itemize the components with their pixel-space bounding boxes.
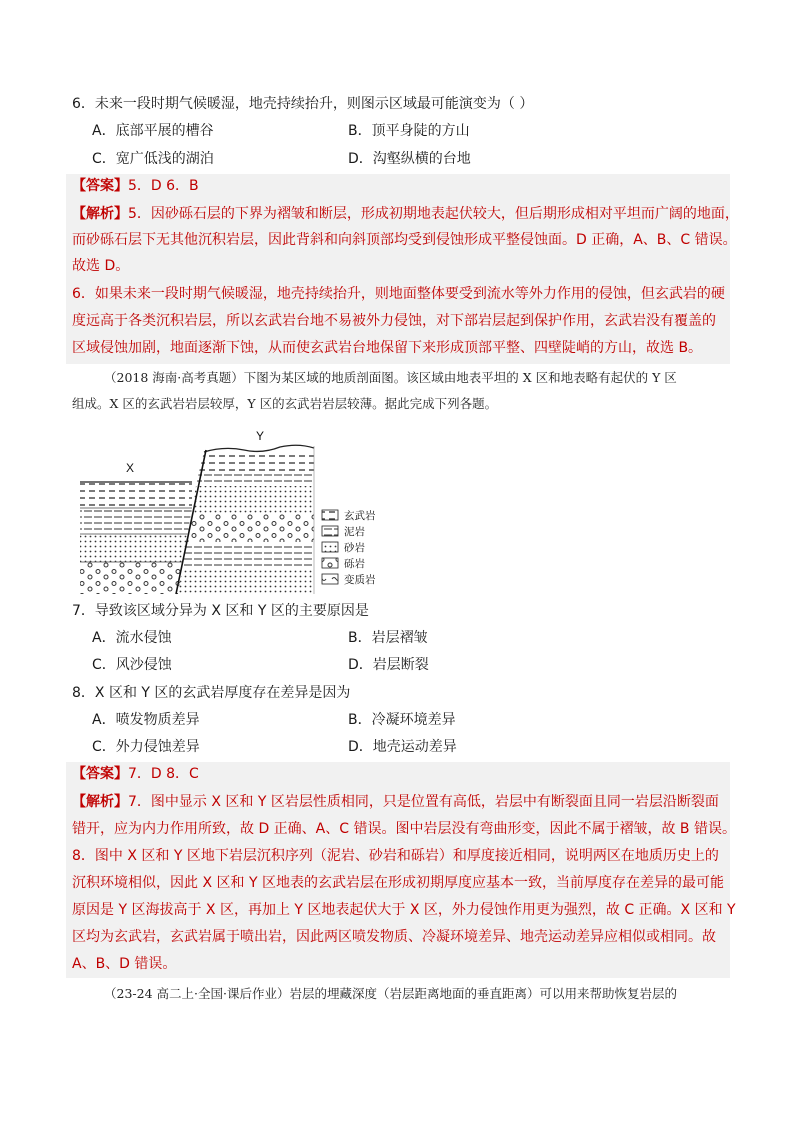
legend-label-sandstone: 砂岩 [344, 542, 365, 554]
analysis-line-1-4: 6．如果未来一段时期气候暖湿，地壳持续抬升，则地面整体要受到流水等外力作用的侵蚀，但玄武岩的硬 [72, 286, 725, 302]
answer-line-2 [72, 764, 199, 784]
analysis-line-2-6: 区均为玄武岩，玄武岩属于喷出岩，因此两区喷发物质、冷凝环境差异、地壳运动差异应相似或相同。故 [72, 929, 716, 945]
analysis-line-1-5: 度远高于各类沉积岩层，所以玄武岩台地不易被外力侵蚀，对下部岩层起到保护作用，玄武岩没有覆盖的 [72, 313, 716, 329]
analysis-line-2-5: 原因是 Y 区海拔高于 X 区，再加上 Y 区地表起伏大于 X 区，外力侵蚀作用更为强烈，故 C 正确。X 区和 Y [72, 902, 736, 918]
legend-swatch-basalt [322, 510, 338, 520]
legend-label-conglomerate: 砾岩 [344, 558, 365, 570]
question-7-stem: 7．导致该区域分异为 X 区和 Y 区的主要原因是 [72, 603, 369, 619]
intro-2-line-2: 组成。X 区的玄武岩岩层较厚，Y 区的玄武岩岩层较薄。据此完成下列各题。 [72, 396, 498, 411]
geological-cross-section [78, 424, 398, 596]
legend-swatch-mudstone [322, 526, 338, 536]
question-8-option-d: D．地壳运动差异 [348, 739, 457, 755]
analysis-line-2-7: A、B、D 错误。 [72, 956, 177, 972]
analysis-line-1-6: 区域侵蚀加剧，地面逐渐下蚀，从而使玄武岩台地保留下来形成顶部平整、四壁陡峭的方山，故选 B。 [72, 340, 703, 356]
question-7-option-c: C．风沙侵蚀 [92, 657, 172, 673]
answer-line-1 [72, 176, 199, 196]
question-6-option-d: D．沟壑纵横的台地 [348, 151, 471, 167]
question-8-option-c: C．外力侵蚀差异 [92, 739, 200, 755]
answer-block-2 [66, 762, 736, 978]
analysis-line-2-2: 错开，应为内力作用所致，故 D 正确、A、C 错误。图中岩层没有弯曲形变，因此不属于褶皱，故 B 错误。 [72, 821, 736, 837]
analysis-text-1-1: 5．因砂砾石层的下界为褶皱和断层，形成初期地表起伏较大，但后期形成相对平坦而广阔的地面， [128, 206, 739, 222]
answer-tag-1: 【答案】 [72, 178, 128, 194]
question-7-option-b: B．岩层褶皱 [348, 630, 428, 646]
question-6-stem: 6．未来一段时期气候暖湿，地壳持续抬升，则图示区域最可能演变为（ ） [72, 96, 534, 112]
y-block [178, 445, 314, 594]
answer-tag-2: 【答案】 [72, 766, 128, 782]
legend-swatch-metamorphic [322, 574, 338, 584]
legend-label-metamorphic: 变质岩 [344, 574, 376, 586]
question-7-option-d: D．岩层断裂 [348, 657, 429, 673]
analysis-line-2-4: 沉积环境相似，因此 X 区和 Y 区地表的玄武岩层在形成初期厚度应基本一致，当前厚度存在差异的最可能 [72, 875, 724, 891]
analysis-text-2-1: 7．图中显示 X 区和 Y 区岩层性质相同，只是位置有高低，岩层中有断裂面且同一岩层沿断裂面 [128, 794, 719, 810]
analysis-line-1-2: 而砂砾石层下无其他沉积岩层，因此背斜和向斜顶部均受到侵蚀形成平整侵蚀面。D 正确，A、B、C 错误。 [72, 232, 737, 248]
answer-text-2: 7．D 8．C [128, 766, 199, 782]
analysis-line-2-1 [72, 792, 719, 812]
analysis-line-1-3: 故选 D。 [72, 258, 130, 274]
legend-swatch-sandstone [322, 542, 338, 552]
analysis-line-1-1 [72, 204, 739, 224]
figure-legend [322, 509, 376, 586]
answer-block-1 [66, 174, 739, 364]
analysis-tag-1: 【解析】 [72, 206, 128, 222]
question-6-option-b: B．顶平身陡的方山 [348, 123, 470, 139]
intro-3-line-1: （23-24 高二上·全国·课后作业）岩层的埋藏深度（岩层距离地面的垂直距离）可以用来帮助恢复岩层的 [104, 986, 677, 1001]
question-8-option-a: A．喷发物质差异 [92, 712, 200, 728]
answer-text-1: 5．D 6．B [128, 178, 199, 194]
legend-label-basalt: 玄武岩 [344, 510, 376, 522]
analysis-tag-2: 【解析】 [72, 794, 128, 810]
label-y: Y [256, 429, 265, 443]
x-block [80, 482, 192, 594]
label-x: X [126, 461, 135, 475]
intro-2-line-1: （2018 海南·高考真题）下图为某区域的地质剖面图。该区域由地表平坦的 X 区和地表略有起伏的 Y 区 [104, 370, 677, 385]
question-8-stem: 8．X 区和 Y 区的玄武岩厚度存在差异是因为 [72, 685, 351, 701]
analysis-line-2-3: 8．图中 X 区和 Y 区地下岩层沉积序列（泥岩、砂岩和砾岩）和厚度接近相同，说明两区在地质历史上的 [72, 848, 719, 864]
question-7-option-a: A．流水侵蚀 [92, 630, 172, 646]
question-8-option-b: B．冷凝环境差异 [348, 712, 456, 728]
legend-swatch-conglomerate [322, 558, 338, 568]
legend-label-mudstone: 泥岩 [344, 526, 365, 538]
question-6-option-c: C．宽广低浅的湖泊 [92, 151, 214, 167]
question-6-option-a: A．底部平展的槽谷 [92, 123, 214, 139]
